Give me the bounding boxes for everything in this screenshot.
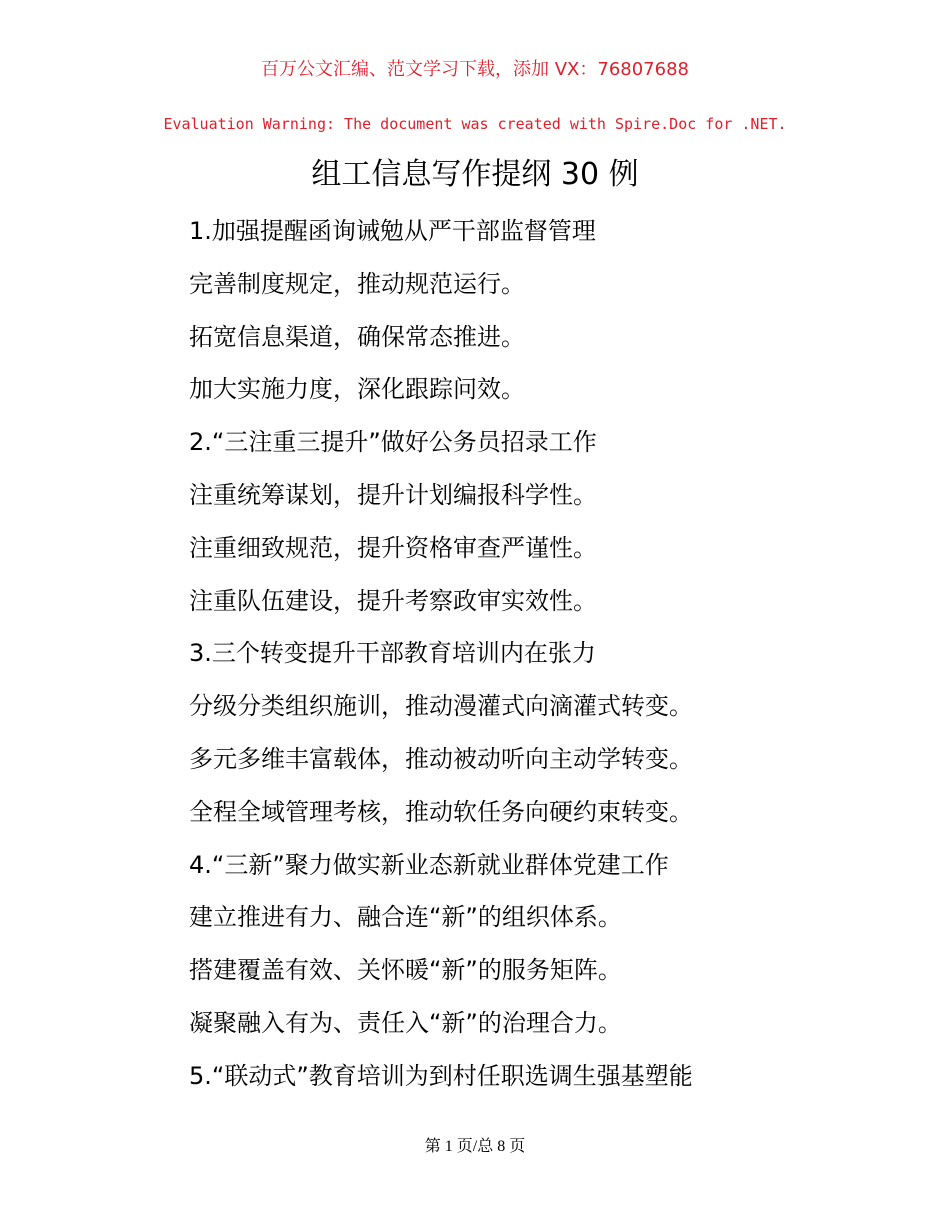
body-line: 凝聚融入有为、责任入“新”的治理合力。 xyxy=(189,1008,622,1037)
body-line: 拓宽信息渠道，确保常态推进。 xyxy=(189,322,525,351)
section-heading-1: 1.加强提醒函询诫勉从严干部监督管理 xyxy=(189,217,596,245)
document-title: 组工信息写作提纲 30 例 xyxy=(311,157,639,192)
body-line: 注重统筹谋划，提升计划编报科学性。 xyxy=(189,480,597,509)
document-body xyxy=(189,209,889,1107)
section-heading-3: 3.三个转变提升干部教育培训内在张力 xyxy=(189,639,596,668)
section-heading-4: 4.“三新”聚力做实新业态新就业群体党建工作 xyxy=(189,850,669,879)
header-banner: 百万公文汇编、范文学习下载，添加 VX：76807688 xyxy=(261,59,689,80)
body-line: 多元多维丰富载体，推动被动听向主动学转变。 xyxy=(189,744,693,773)
body-line: 完善制度规定，推动规范运行。 xyxy=(189,269,525,298)
body-line: 注重细致规范，提升资格审查严谨性。 xyxy=(189,533,597,562)
section-heading-5: 5.“联动式”教育培训为到村任职选调生强基塑能 xyxy=(189,1061,693,1090)
body-line: 搭建覆盖有效、关怀暖“新”的服务矩阵。 xyxy=(189,956,622,985)
body-line: 全程全域管理考核，推动软任务向硬约束转变。 xyxy=(189,797,693,826)
page-indicator: 第 1 页/总 8 页 xyxy=(424,1138,526,1155)
section-heading-2: 2.“三注重三提升”做好公务员招录工作 xyxy=(189,428,597,457)
body-line: 注重队伍建设，提升考察政审实效性。 xyxy=(189,586,597,615)
body-line: 加大实施力度，深化跟踪问效。 xyxy=(189,375,525,404)
body-line: 分级分类组织施训，推动漫灌式向滴灌式转变。 xyxy=(189,692,693,721)
evaluation-warning: Evaluation Warning: The document was created with Spire.Doc for .NET. xyxy=(163,115,787,133)
body-line: 建立推进有力、融合连“新”的组织体系。 xyxy=(189,903,622,932)
